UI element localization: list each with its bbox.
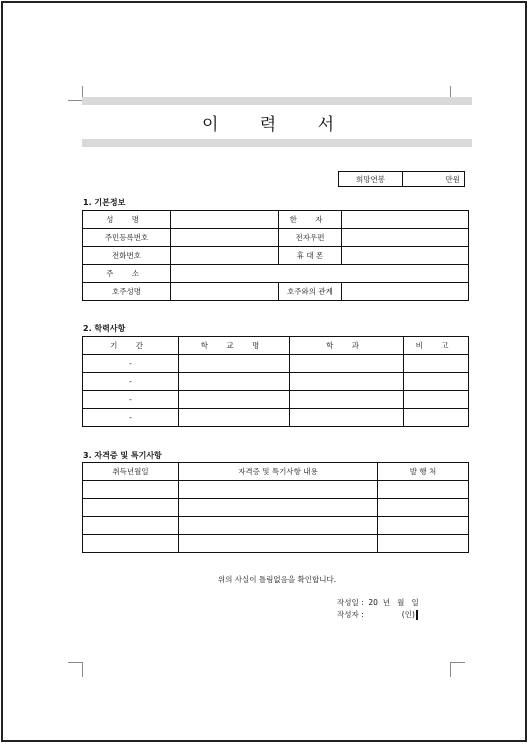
mobile-field[interactable] (342, 247, 469, 265)
table-row (83, 373, 469, 391)
table-row (83, 517, 469, 535)
section-basic-title: 1. 기본정보 (83, 198, 126, 207)
text-cursor (416, 610, 418, 620)
date-cell[interactable] (83, 535, 179, 553)
period-cell[interactable]: - (83, 391, 179, 409)
period-cell[interactable]: - (83, 355, 179, 373)
crop-mark-bottom-right (450, 662, 465, 677)
title-band-top (82, 97, 472, 105)
content-cell[interactable] (179, 481, 378, 499)
hope-salary-field[interactable] (403, 172, 465, 187)
school-cell[interactable] (179, 409, 290, 427)
issuer-cell[interactable] (378, 517, 469, 535)
relation-label: 호주와의 관계 (279, 283, 342, 301)
column-header-school: 학 교 명 (179, 337, 290, 355)
basic-info-table (82, 210, 469, 301)
column-header-issuer: 발 행 처 (378, 463, 469, 481)
name-label: 성 명 (83, 211, 171, 229)
table-row (83, 535, 469, 553)
table-row (83, 211, 469, 229)
document-title: 이 력 서 (201, 115, 353, 135)
date-cell[interactable] (83, 499, 179, 517)
school-cell[interactable] (179, 391, 290, 409)
relation-field[interactable] (342, 283, 469, 301)
remarks-cell[interactable] (404, 391, 469, 409)
name-field[interactable] (171, 211, 279, 229)
major-cell[interactable] (290, 409, 404, 427)
period-cell[interactable]: - (83, 373, 179, 391)
address-field[interactable] (171, 265, 469, 283)
table-row (83, 283, 469, 301)
license-table (82, 462, 469, 553)
issuer-cell[interactable] (378, 481, 469, 499)
section-education-title: 2. 학력사항 (83, 324, 126, 333)
table-row (83, 355, 469, 373)
issuer-cell[interactable] (378, 499, 469, 517)
column-header-content: 자격증 및 특기사항 내용 (179, 463, 378, 481)
content-cell[interactable] (179, 535, 378, 553)
major-cell[interactable] (290, 373, 404, 391)
crop-mark-top-left (68, 86, 83, 101)
content-cell[interactable] (179, 517, 378, 535)
remarks-cell[interactable] (404, 409, 469, 427)
column-header-major: 학 과 (290, 337, 404, 355)
school-cell[interactable] (179, 373, 290, 391)
writer-line[interactable]: 작성자 : (인) (337, 610, 415, 619)
confirmation-text: 위의 사실이 틀림없음을 확인합니다. (217, 575, 337, 584)
major-cell[interactable] (290, 391, 404, 409)
table-header-row (83, 463, 469, 481)
hanja-label: 한 자 (279, 211, 342, 229)
major-cell[interactable] (290, 355, 404, 373)
writer-line-wrap (337, 609, 418, 620)
email-field[interactable] (342, 229, 469, 247)
column-header-date: 취득년월일 (83, 463, 179, 481)
period-cell[interactable]: - (83, 409, 179, 427)
date-cell[interactable] (83, 481, 179, 499)
household-head-label: 호주성명 (83, 283, 171, 301)
resident-number-label: 주민등록번호 (83, 229, 171, 247)
table-row (83, 409, 469, 427)
column-header-period: 기 간 (83, 337, 179, 355)
issuer-cell[interactable] (378, 535, 469, 553)
table-row (83, 229, 469, 247)
email-label: 전자우편 (279, 229, 342, 247)
remarks-cell[interactable] (404, 355, 469, 373)
hope-salary-label: 희망연봉 (339, 172, 403, 187)
title-band-bottom (82, 139, 472, 147)
table-row (83, 499, 469, 517)
table-row (83, 265, 469, 283)
hope-salary-table (338, 171, 465, 187)
table-row (83, 247, 469, 265)
content-cell[interactable] (179, 499, 378, 517)
crop-mark-bottom-left (68, 662, 83, 677)
mobile-label: 휴 대 폰 (279, 247, 342, 265)
hanja-field[interactable] (342, 211, 469, 229)
table-header-row (83, 337, 469, 355)
address-label: 주 소 (83, 265, 171, 283)
phone-field[interactable] (171, 247, 279, 265)
education-table (82, 336, 469, 427)
household-head-field[interactable] (171, 283, 279, 301)
table-row (83, 481, 469, 499)
date-line: 작성일 : 20 년 월 일 (337, 598, 419, 607)
date-cell[interactable] (83, 517, 179, 535)
table-row (83, 391, 469, 409)
phone-label: 전화번호 (83, 247, 171, 265)
remarks-cell[interactable] (404, 373, 469, 391)
school-cell[interactable] (179, 355, 290, 373)
hope-salary-unit: 만원 (445, 174, 460, 184)
column-header-remarks: 비 고 (404, 337, 469, 355)
section-license-title: 3. 자격증 및 특기사항 (83, 451, 162, 460)
resident-number-field[interactable] (171, 229, 279, 247)
